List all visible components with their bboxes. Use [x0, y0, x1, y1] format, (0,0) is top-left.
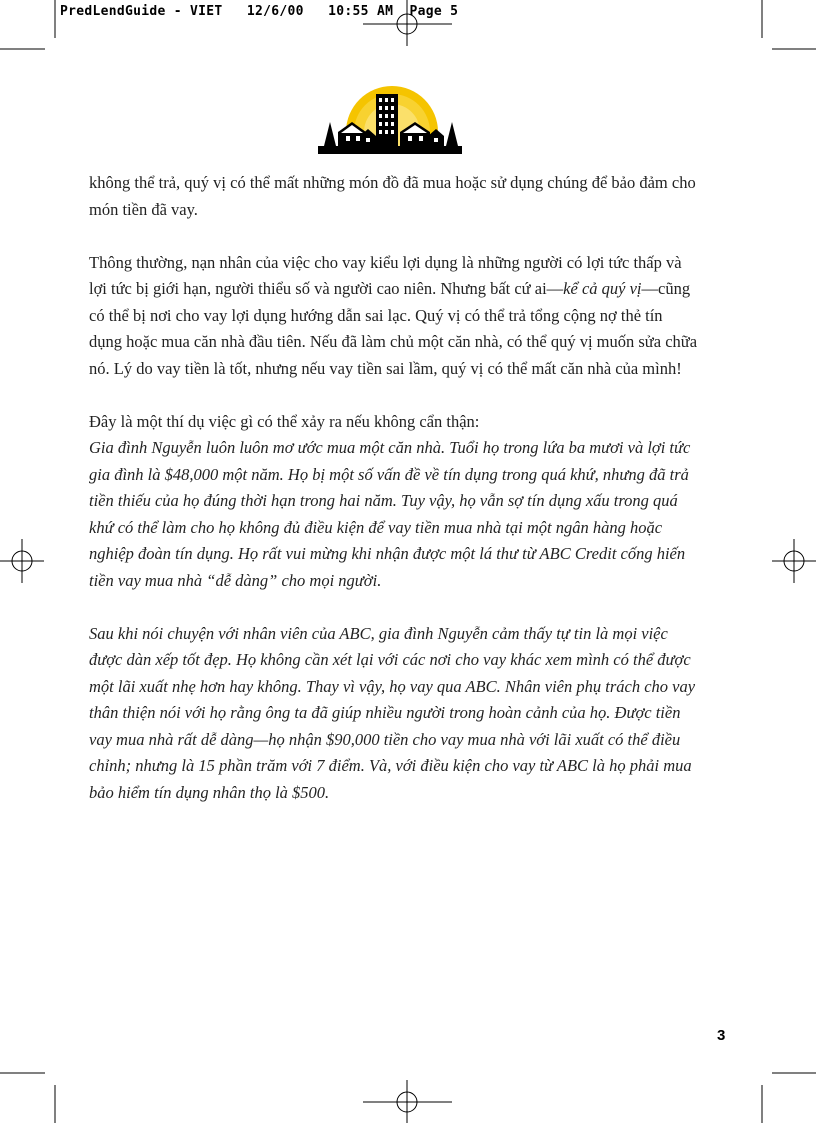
printer-slug: PredLendGuide - VIET 12/6/00 10:55 AM Page 5 [60, 4, 459, 19]
paragraph-1: không thể trả, quý vị có thể mất những món đồ đã mua hoặc sử dụng chúng để bảo đảm cho món tiền đã vay. [89, 173, 696, 219]
paragraph-2 [89, 250, 699, 383]
houses-sunrise-icon [316, 86, 464, 158]
registration-mark-top [363, 0, 452, 46]
paragraph-2-rest: —cũng có thể bị nơi cho vay lợi dụng hướng dẫn sai lạc. Quý vị có thể trả tổng cộng nợ thẻ tín dụng hoặc mua căn nhà đầu tiên. Nếu đã làm chủ một căn nhà, có thể quý vị muốn sửa chữa nó. Lý do vay tiền là tốt, nhưng nếu vay tiền sai lầm, quý vị có thể mất căn nhà của mình! [89, 279, 698, 378]
example-intro: Đây là một thí dụ việc gì có thể xảy ra nếu không cẩn thận: [89, 411, 480, 431]
paragraph-2-lead: Thông thường, nạn nhân của việc cho vay kiểu lợi dụng là những người có lợi tức thấp và lợi tức bị giới hạn, người thiểu số và người cao niên. Nhưng bất cứ ai— [89, 252, 682, 298]
paragraph-2-emphasis: kể cả quý vị [563, 279, 642, 298]
body-text [89, 170, 699, 833]
page-number: 3 [717, 1027, 726, 1044]
example-story: Gia đình Nguyễn luôn luôn mơ ước mua một căn nhà. Tuổi họ trong lứa ba mươi và lợi tức gia đình là $48,000 một năm. Họ bị một số vấn đề về tín dụng trong quá khứ, nhưng đã trả tiền thiếu của họ đúng thời hạn trong hai năm. Tuy vậy, họ vẫn sợ tín dụng xấu trong quá khứ có thể làm cho họ không đủ điều kiện để vay tiền mua nhà tại một ngân hàng hoặc nghiệp đoàn tín dụng. Họ rất vui mừng khi nhận được một lá thư từ ABC Credit cống hiến tiền vay mua nhà “dễ dàng” cho mọi người. [89, 438, 691, 590]
registration-mark-right [772, 539, 816, 583]
example-story-continued: Sau khi nói chuyện với nhân viên của ABC, gia đình Nguyễn cảm thấy tự tin là mọi việc được dàn xếp tốt đẹp. Họ không cần xét lại với các nơi cho vay khác xem mình có thể được một lãi xuất nhẹ hơn hay không. Thay vì vậy, họ vay qua ABC. Nhân viên phụ trách cho vay thân thiện nói với họ rằng ông ta đã giúp nhiều người trong hoàn cảnh của họ. Được tiền vay mua nhà rất dễ dàng—họ nhận $90,000 tiền cho vay mua nhà với lãi xuất có thể điều chỉnh; nhưng là 15 phần trăm với 7 điểm. Và, với điều kiện cho vay từ ABC là họ phải mua bảo hiểm tín dụng nhân thọ là $500. [89, 623, 696, 802]
registration-mark-left [0, 539, 44, 583]
registration-mark-bottom [363, 1080, 452, 1123]
